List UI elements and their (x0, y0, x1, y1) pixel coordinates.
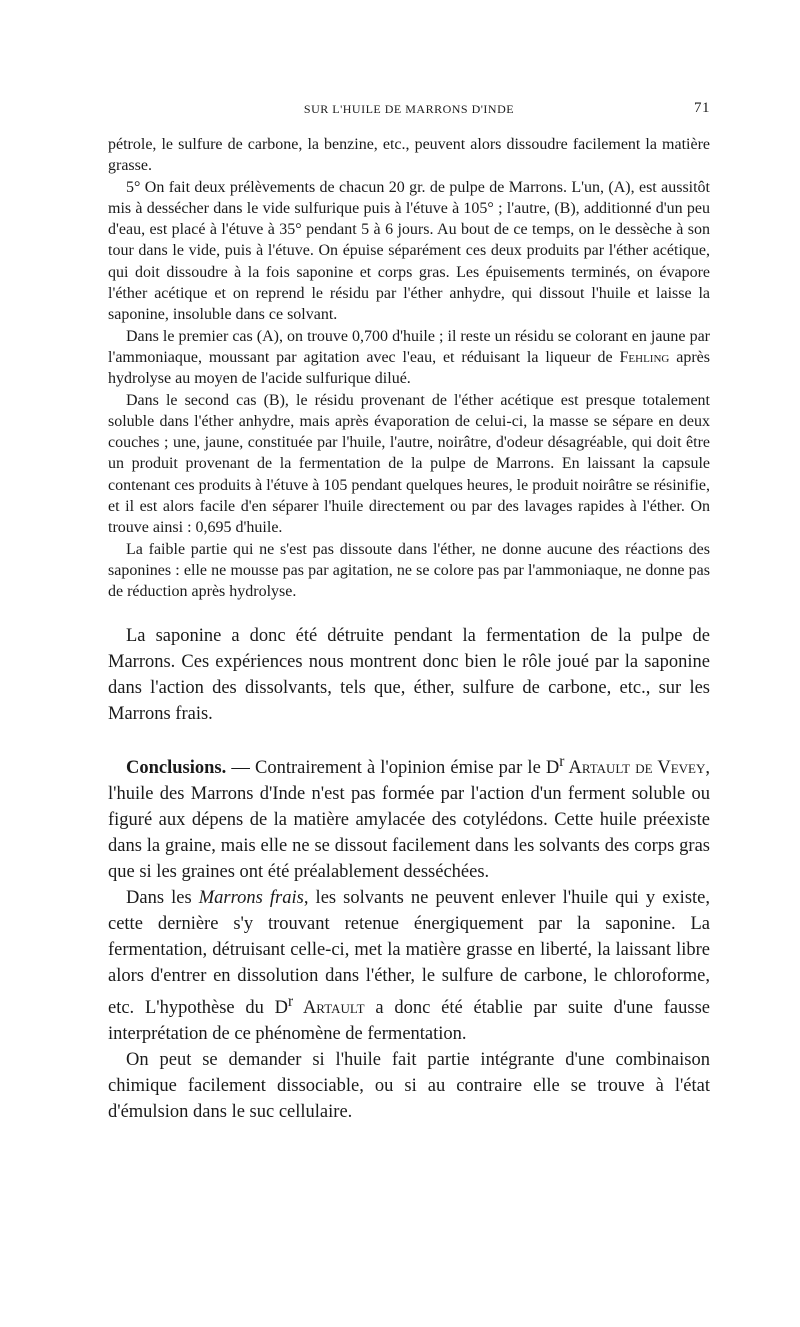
paragraph-2: 5° On fait deux prélèvements de chacun 20 gr. de pulpe de Marrons. L'un, (A), est aussitôt mis à dessécher dans le vide sulfurique puis à l'étuve à 105° ; l'autre, (B), additionné d'un peu d'eau, est placé à l'étuve à 35° pendant 5 à 6 jours. Au bout de ce temps, on le dessèche à son tour dans le vide, puis à l'étuve. On épuise séparément ces deux produits par l'éther acétique, qui doit dissoudre à la fois saponine et corps gras. Les épuisements terminés, on évapore l'éther acétique et on reprend le résidu par l'éther anhydre, qui dissout l'huile et laisse la saponine, insoluble dans ce solvant. (108, 178, 710, 324)
page-body (108, 134, 710, 1125)
artault-name: Artault (293, 997, 365, 1018)
paragraph-9: On peut se demander si l'huile fait partie intégrante d'une combinaison chimique facilement dissociable, ou si au contraire elle se trouve à l'état d'émulsion dans le suc cellulaire. (108, 1049, 710, 1122)
page-number: 71 (694, 100, 710, 116)
paragraph-6: La saponine a donc été détruite pendant la fermentation de la pulpe de Marrons. Ces expériences nous montrent donc bien le rôle joué par la saponine dans l'action des dissolvants, tels que, éther, sulfure de carbone, etc., sur les Marrons frais. (108, 625, 710, 724)
paragraph-3-text-a: Dans le premier cas (A), on trouve 0,700 d'huile ; il reste un résidu se colorant en jaune par l'ammoniaque, moussant par agitation avec l'eau, et réduisant la liqueur de (108, 327, 710, 366)
marrons-frais-italic: Marrons frais (198, 887, 304, 908)
paragraph-8-text-a: Dans les (126, 887, 199, 908)
paragraph-5: La faible partie qui ne s'est pas dissoute dans l'éther, ne donne aucune des réactions des saponines : elle ne mousse pas par agitation, ne se colore pas par l'ammoniaque, ne donne pas de réduction après hydrolyse. (108, 540, 710, 601)
running-title: SUR L'HUILE DE MARRONS D'INDE (303, 102, 515, 116)
fehling-name: Fehling (619, 348, 670, 366)
paragraph-8-text-b: , les solvants ne peuvent enlever l'huile qui y existe, cette dernière s'y trouvant retenue énergiquement par la saponine. La fermentation, détruisant celle-ci, met la matière grasse en liberté, la laissant libre alors d'entrer en dissolution dans l'éther, le sulfure de carbone, le chloroforme, etc. L'hypothèse du D (108, 887, 710, 1018)
conclusions-paragraph (108, 749, 710, 885)
paragraph-4: Dans le second cas (B), le résidu provenant de l'éther acétique est presque totalement soluble dans l'éther anhydre, mais après évaporation de celui-ci, la masse se sépare en deux couches ; une, jaune, constituée par l'huile, l'autre, noirâtre, d'odeur désagréable, qui doit être un produit provenant de la fermentation de la pulpe de Marrons. En laissant la capsule contenant ces produits à l'étuve à 105 pendant quelques heures, le produit noirâtre se résinifie, et il est alors facile d'en séparer l'huile directement ou par des lavages rapides à l'éther. On trouve ainsi : 0,695 d'huile. (108, 391, 710, 537)
paragraph-3-text-b: après hydrolyse au moyen de l'acide sulfurique dilué. (108, 348, 710, 388)
paragraph-3 (108, 326, 710, 390)
conclusions-text-b: , l'huile des Marrons d'Inde n'est pas formée par l'action d'un ferment soluble ou figuré aux dépens de la matière amylacée des cotylédons. Cette huile préexiste dans la graine, mais elle ne se dissout facilement dans les solvants des corps gras que si les graines ont été préalablement desséchées. (108, 757, 710, 882)
paragraph-8-dr-sup: r (288, 992, 294, 1010)
running-head (108, 100, 710, 120)
conclusions-text-a: — Contrairement à l'opinion émise par le D (226, 757, 560, 778)
conclusions-heading: Conclusions. (126, 757, 227, 778)
artault-de-vevey-name: Artault de Vevey (564, 757, 706, 778)
paragraph-8 (108, 885, 710, 1047)
paragraph-1: pétrole, le sulfure de carbone, la benzine, etc., peuvent alors dissoudre facilement la matière grasse. (108, 136, 710, 175)
conclusions-dr-sup: r (559, 752, 565, 770)
paragraph-8-text-c: a donc été établie par suite d'une fausse interprétation de ce phénomène de fermentation. (108, 997, 710, 1044)
